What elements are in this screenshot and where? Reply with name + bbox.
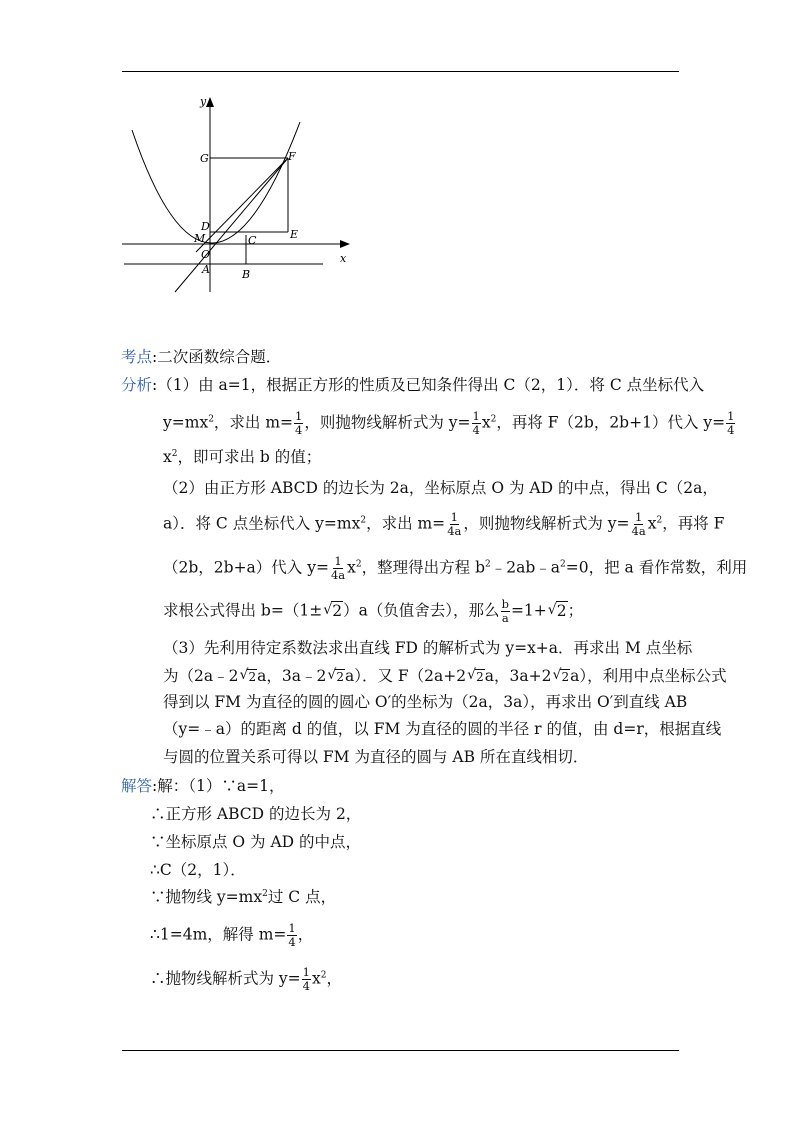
jieda-row-6: ∴1=4m，解得 m= $\frac{1}{4}$ ， <box>150 921 314 949</box>
fenxi-row-1: 分析:（1）由 a=1，根据正方形的性质及已知条件得出 C（2，1）．将 C 点坐标代入 <box>121 376 705 394</box>
label-y: y <box>200 95 207 108</box>
label-g: G <box>200 152 209 165</box>
fraction: $\frac{1}{4a}$ <box>330 554 346 582</box>
jieda-row-7: ∴抛物线解析式为 y= $\frac{1}{4}$ $x^2$， <box>150 965 342 993</box>
fraction: $\frac{1}{4}$ <box>727 409 735 437</box>
sqrt-symbol: √ 2 <box>467 665 485 688</box>
y-axis-arrow-icon <box>206 97 214 107</box>
fenxi-p1a: （1）由 a=1，根据正方形的性质及已知条件得出 C（2，1）．将 C 点坐标代入 <box>157 376 705 394</box>
label-x: x <box>340 252 347 265</box>
fenxi-row-2: $y=mx^2$，求出 m= $\frac{1}{4}$ ，则抛物线解析式为 y= $\frac{1}{4}$ $x^2$，再将 F（2b，2b+1）代入 y= $\frac{1}{4}$ <box>163 409 735 437</box>
jieda-row-1: 解答:解：（1）∵a=1， <box>121 777 285 795</box>
label-d: D <box>201 220 210 233</box>
fenxi-row-11: （y=﹣a）的距离 d 的值，以 FM 为直径的圆的半径 r 的值，由 d=r，根据直线 <box>163 720 722 738</box>
jieda-row-3: ∵坐标原点 O 为 AD 的中点， <box>150 833 362 851</box>
parabola-curve <box>132 122 300 243</box>
label-o: O <box>201 248 211 261</box>
kaodian-text: 二次函数综合题． <box>157 348 282 366</box>
jieda-tag: 解答 <box>121 777 153 795</box>
fraction: $\frac{b}{a}$ <box>501 597 509 625</box>
bottom-rule <box>122 1050 679 1051</box>
fenxi-row-6: （2b，2b+a）代入 y= $\frac{1}{4a}$ $x^2$，整理得出方程 $b^2﹣2ab﹣a^2=0$，把 a 看作常数，利用 <box>163 554 748 582</box>
fraction: $\frac{1}{4}$ <box>288 921 296 949</box>
fenxi-row-7: 求根公式得出 b=（1±√ 2）a（负值舍去），那么 $\frac{b}{a}$ =1+√ 2； <box>163 598 583 625</box>
fenxi-row-3: $x^2$，即可求出 b 的值； <box>163 448 322 466</box>
fenxi-row-10: 得到以 FM 为直径的圆的圆心 O′的坐标为（2a，3a），再求出 O′到直线 AB <box>163 693 688 711</box>
sqrt-symbol: √ 2 <box>548 600 568 622</box>
label-a: A <box>202 263 210 276</box>
fenxi-row-4: （2）由正方形 ABCD 的边长为 2a，坐标原点 O 为 AD 的中点，得出 C（2a， <box>163 479 718 497</box>
label-f: F <box>288 150 296 163</box>
kaodian-row: 考点:二次函数综合题． <box>121 348 282 366</box>
label-b: B <box>242 268 251 281</box>
sqrt-symbol: √ 2 <box>552 665 570 688</box>
fraction: $\frac{1}{4}$ <box>295 409 303 437</box>
sqrt-symbol: √ 2 <box>323 600 343 622</box>
fenxi-row-9: 为（2a﹣2√ 2a，3a﹣2√ 2a）．又 F（2a+2√ 2a，3a+2√ 2a），利用中点坐标公式 <box>163 665 727 688</box>
fraction: $\frac{1}{4}$ <box>302 965 310 993</box>
kaodian-tag: 考点 <box>121 348 153 366</box>
x-axis-arrow-icon <box>340 240 350 248</box>
fraction: $\frac{1}{4a}$ <box>447 510 462 538</box>
fenxi-row-5: a）．将 C 点坐标代入 $y=mx^2$，求出 m= $\frac{1}{4a}$ ，则抛物线解析式为 y= $\frac{1}{4a}$ $x^2$，再将 F <box>163 510 725 538</box>
jieda-row-5: ∵抛物线 $y=mx^2$过 C 点， <box>150 888 337 906</box>
label-c: C <box>248 234 257 247</box>
top-rule <box>122 71 679 72</box>
sqrt-symbol: √ 2 <box>239 665 257 688</box>
jieda-row-4: ∴C（2，1）． <box>150 861 246 879</box>
parabola-figure <box>118 92 358 302</box>
fenxi-tag: 分析 <box>121 376 153 394</box>
label-e: E <box>290 228 299 241</box>
line-fd <box>175 158 288 292</box>
fenxi-row-12: 与圆的位置关系可得以 FM 为直径的圆与 AB 所在直线相切． <box>163 748 589 766</box>
jieda-row-2: ∴正方形 ABCD 的边长为 2， <box>150 805 362 823</box>
fraction: $\frac{1}{4a}$ <box>631 510 646 538</box>
sqrt-symbol: √ 2 <box>327 665 345 688</box>
fenxi-row-8: （3）先利用待定系数法求出直线 FD 的解析式为 y=x+a．再求出 M 点坐标 <box>163 639 693 657</box>
label-m: M <box>194 232 206 245</box>
fraction: $\frac{1}{4}$ <box>472 409 480 437</box>
